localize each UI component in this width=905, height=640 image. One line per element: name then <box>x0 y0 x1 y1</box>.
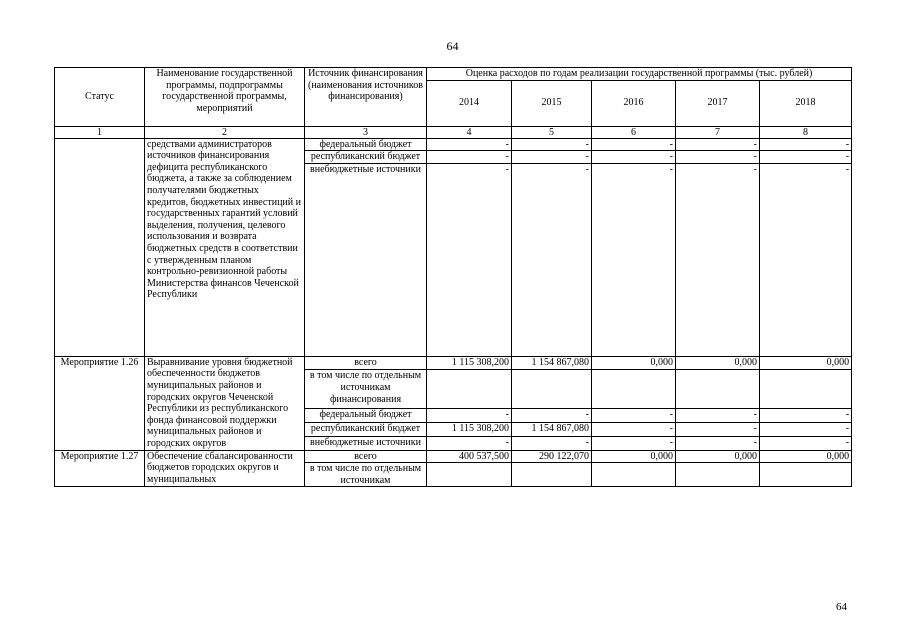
table-row <box>55 138 852 151</box>
header-status: Статус <box>55 68 145 127</box>
measure-127-status: Мероприятие 1.27 <box>55 450 145 487</box>
page-number-top: 64 <box>446 39 459 53</box>
value-cell: 0,000 <box>592 450 676 463</box>
value-cell <box>676 463 760 487</box>
value-cell: 0,000 <box>760 356 852 370</box>
source-cell: республиканский бюджет <box>305 151 427 164</box>
value-cell: - <box>592 436 676 450</box>
header-row-1 <box>55 68 852 81</box>
header-year-2018: 2018 <box>760 80 852 126</box>
budget-table <box>54 67 852 487</box>
value-cell: - <box>512 163 592 356</box>
page-number-bottom: 64 <box>836 601 847 613</box>
measure-126-name: Выравнивание уровня бюджетной обеспеченности бюджетов муниципальных районов и городских округов Чеченской Республики из республиканского фонда финансовой поддержки муниципальных районов и городских округов <box>145 356 305 450</box>
source-cell: республиканский бюджет <box>305 423 427 437</box>
value-cell <box>427 370 512 409</box>
value-cell: - <box>760 423 852 437</box>
source-cell: в том числе по отдельным источникам финансирования <box>305 370 427 409</box>
value-cell: - <box>592 138 676 151</box>
value-cell: - <box>676 409 760 423</box>
col-num-3: 3 <box>305 126 427 138</box>
status-cell-empty <box>55 138 145 356</box>
col-num-8: 8 <box>760 126 852 138</box>
value-cell: 0,000 <box>592 356 676 370</box>
value-cell: - <box>676 163 760 356</box>
value-cell: 0,000 <box>676 450 760 463</box>
table-row <box>55 450 852 463</box>
value-cell <box>592 463 676 487</box>
value-cell: - <box>592 423 676 437</box>
value-cell: - <box>676 151 760 164</box>
col-num-4: 4 <box>427 126 512 138</box>
header-year-2014: 2014 <box>427 80 512 126</box>
value-cell: - <box>512 138 592 151</box>
value-cell <box>676 370 760 409</box>
value-cell: - <box>512 409 592 423</box>
value-cell: - <box>427 409 512 423</box>
value-cell: 0,000 <box>760 450 852 463</box>
value-cell <box>760 370 852 409</box>
value-cell: - <box>676 436 760 450</box>
table-row <box>55 356 852 370</box>
source-cell: в том числе по отдельным источникам <box>305 463 427 487</box>
source-cell: внебюджетные источники <box>305 436 427 450</box>
value-cell <box>512 370 592 409</box>
value-cell: 1 154 867,080 <box>512 356 592 370</box>
col-num-2: 2 <box>145 126 305 138</box>
value-cell: - <box>427 138 512 151</box>
value-cell: - <box>760 409 852 423</box>
measure-126-status: Мероприятие 1.26 <box>55 356 145 450</box>
value-cell: - <box>592 151 676 164</box>
value-cell: - <box>592 163 676 356</box>
value-cell: - <box>427 151 512 164</box>
value-cell: - <box>760 163 852 356</box>
header-year-2016: 2016 <box>592 80 676 126</box>
column-number-row <box>55 126 852 138</box>
value-cell: - <box>676 423 760 437</box>
header-estimate: Оценка расходов по годам реализации государственной программы (тыс. рублей) <box>427 68 852 81</box>
value-cell <box>512 463 592 487</box>
value-cell <box>427 463 512 487</box>
col-num-5: 5 <box>512 126 592 138</box>
value-cell: 1 115 308,200 <box>427 356 512 370</box>
continuation-name: средствами администраторов источников финансирования дефицита республиканского бюджета, а также за соблюдением получателями бюджетных кредитов, бюджетных инвестиций и государственных гарантий условий выделения, получения, целевого использования и возврата бюджетных средств в соответствии с утвержденным планом контрольно-ревизионной работы Министерства финансов Чеченской Республики <box>145 138 305 356</box>
value-cell: - <box>760 151 852 164</box>
measure-127-name: Обеспечение сбалансированности бюджетов городских округов и муниципальных <box>145 450 305 487</box>
value-cell: - <box>512 151 592 164</box>
header-year-2015: 2015 <box>512 80 592 126</box>
value-cell: - <box>592 409 676 423</box>
value-cell <box>592 370 676 409</box>
col-num-6: 6 <box>592 126 676 138</box>
source-cell: федеральный бюджет <box>305 138 427 151</box>
value-cell: 400 537,500 <box>427 450 512 463</box>
value-cell: - <box>427 163 512 356</box>
value-cell: - <box>760 138 852 151</box>
header-source: Источник финансирования (наименования источников финансирования) <box>305 68 427 127</box>
value-cell: 1 115 308,200 <box>427 423 512 437</box>
header-program-name: Наименование государственной программы, подпрограммы государственной программы, мероприятий <box>145 68 305 127</box>
value-cell: 1 154 867,080 <box>512 423 592 437</box>
value-cell: 290 122,070 <box>512 450 592 463</box>
value-cell: 0,000 <box>676 356 760 370</box>
source-cell: внебюджетные источники <box>305 163 427 356</box>
header-year-2017: 2017 <box>676 80 760 126</box>
col-num-1: 1 <box>55 126 145 138</box>
value-cell: - <box>676 138 760 151</box>
source-cell: федеральный бюджет <box>305 409 427 423</box>
source-cell: всего <box>305 450 427 463</box>
value-cell <box>760 463 852 487</box>
value-cell: - <box>512 436 592 450</box>
value-cell: - <box>427 436 512 450</box>
col-num-7: 7 <box>676 126 760 138</box>
source-cell: всего <box>305 356 427 370</box>
value-cell: - <box>760 436 852 450</box>
